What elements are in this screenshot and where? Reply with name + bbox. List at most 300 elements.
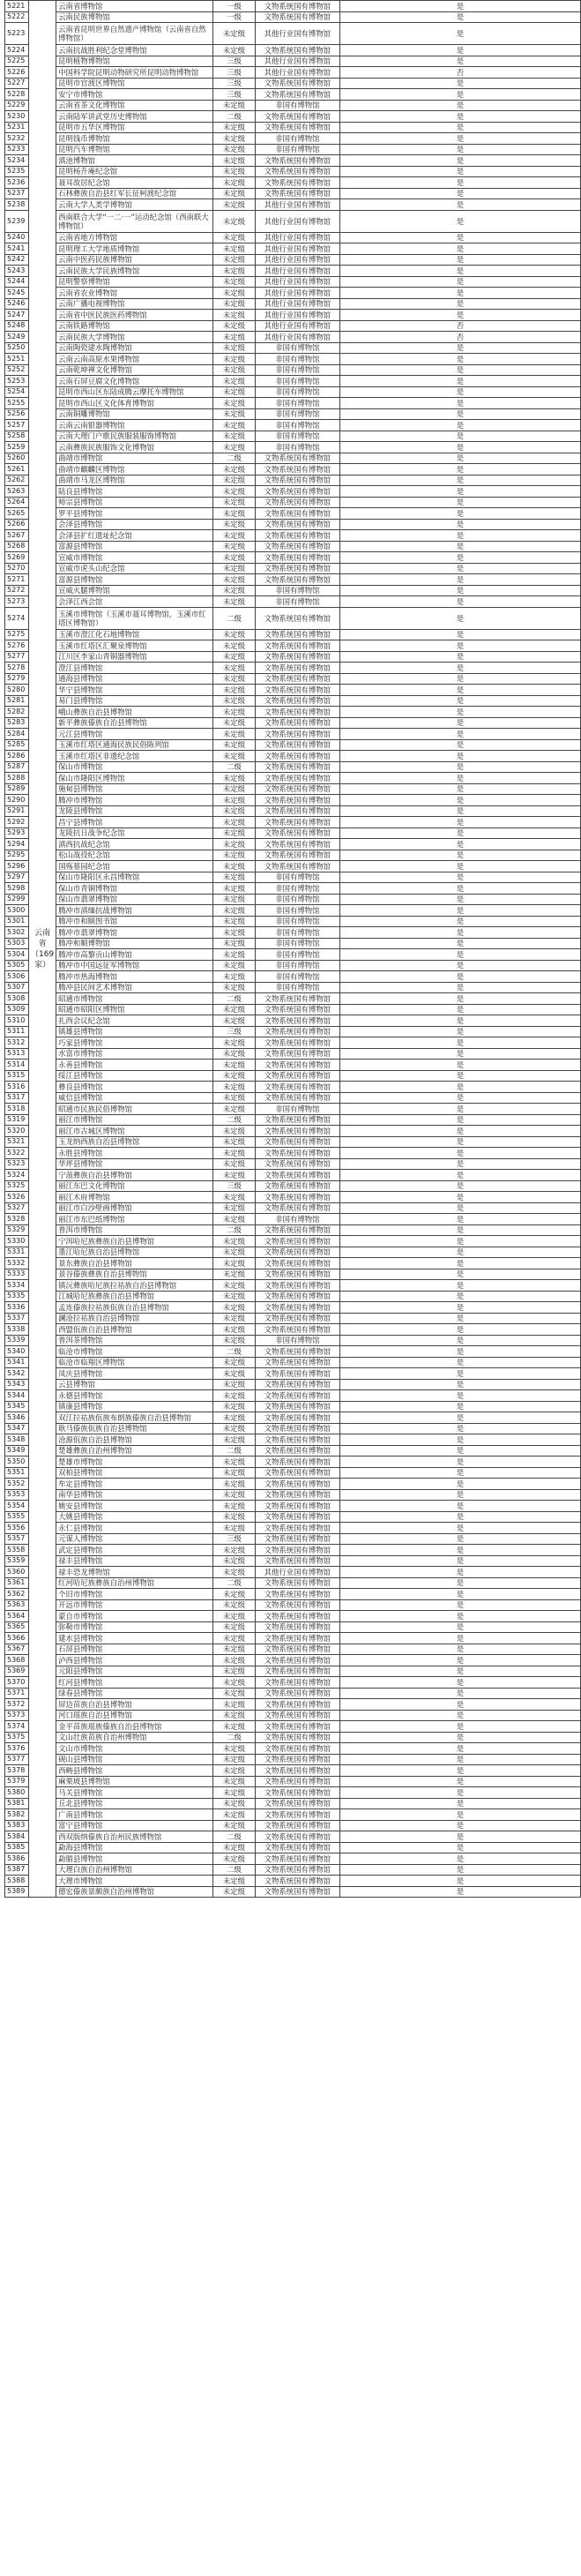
museum-grade: 未定级 xyxy=(213,1434,256,1446)
row-index: 5347 xyxy=(5,1423,29,1434)
museum-grade: 未定级 xyxy=(213,1302,256,1314)
museum-type: 文物系统国有博物馆 xyxy=(255,1170,339,1181)
row-index: 5269 xyxy=(5,552,29,564)
table-row xyxy=(5,122,581,133)
museum-type: 文物系统国有博物馆 xyxy=(255,1082,339,1093)
museum-name: 腾冲市翡翠博物馆 xyxy=(56,927,213,939)
museum-grade: 未定级 xyxy=(213,1104,256,1115)
free-admission: 是 xyxy=(339,1611,580,1622)
museum-type: 文物系统国有博物馆 xyxy=(255,1346,339,1358)
free-admission: 是 xyxy=(339,386,580,398)
free-admission: 是 xyxy=(339,1765,580,1777)
museum-grade: 未定级 xyxy=(213,1876,256,1887)
row-index: 5337 xyxy=(5,1313,29,1324)
museum-type: 非国有博物馆 xyxy=(255,442,339,453)
museum-grade: 未定级 xyxy=(213,773,256,784)
museum-grade: 二级 xyxy=(213,1114,256,1126)
museum-grade: 未定级 xyxy=(213,266,256,277)
free-admission: 是 xyxy=(339,78,580,89)
museum-grade: 未定级 xyxy=(213,1236,256,1247)
row-index: 5358 xyxy=(5,1545,29,1556)
museum-name: 石屏县博物馆 xyxy=(56,1644,213,1655)
museum-name: 水富市博物馆 xyxy=(56,1048,213,1060)
museum-name: 昌宁县博物馆 xyxy=(56,817,213,828)
museum-name: 永德县博物馆 xyxy=(56,1390,213,1402)
table-row xyxy=(5,1202,581,1214)
free-admission: 是 xyxy=(339,585,580,596)
museum-name: 松山战役纪念馆 xyxy=(56,850,213,861)
museum-type: 文物系统国有博物馆 xyxy=(255,1224,339,1236)
table-row xyxy=(5,685,581,696)
free-admission: 是 xyxy=(339,1258,580,1269)
row-index: 5286 xyxy=(5,751,29,762)
museum-grade: 未定级 xyxy=(213,1368,256,1380)
museum-name: 丽江东巴文化博物馆 xyxy=(56,1180,213,1192)
museum-name: 牟定县博物馆 xyxy=(56,1479,213,1490)
museum-type: 文物系统国有博物馆 xyxy=(255,1004,339,1015)
museum-grade: 未定级 xyxy=(213,1798,256,1809)
museum-name: 腾冲县民间艺术博物馆 xyxy=(56,982,213,993)
museum-type: 其他行业国有博物馆 xyxy=(255,266,339,277)
table-row xyxy=(5,1158,581,1170)
museum-grade: 未定级 xyxy=(213,596,256,608)
museum-name: 曲靖市麒麟区博物馆 xyxy=(56,464,213,476)
museum-name: 安宁市博物馆 xyxy=(56,89,213,101)
museum-grade: 二级 xyxy=(213,111,256,123)
museum-type: 文物系统国有博物馆 xyxy=(255,739,339,751)
table-row xyxy=(5,254,581,266)
museum-type: 文物系统国有博物馆 xyxy=(255,1655,339,1666)
table-row xyxy=(5,1082,581,1093)
museum-name: 玉溪市红塔区通海民族民俗陈列馆 xyxy=(56,739,213,751)
museum-type: 文物系统国有博物馆 xyxy=(255,1809,339,1821)
museum-name: 丽江木府博物馆 xyxy=(56,1192,213,1203)
museum-grade: 未定级 xyxy=(213,1412,256,1424)
museum-name: 广南县博物馆 xyxy=(56,1809,213,1821)
museum-grade: 未定级 xyxy=(213,1313,256,1324)
free-admission: 是 xyxy=(339,1357,580,1368)
table-row xyxy=(5,1798,581,1809)
table-row xyxy=(5,398,581,409)
row-index: 5241 xyxy=(5,243,29,255)
free-admission: 是 xyxy=(339,420,580,431)
museum-name: 新平彝族傣族自治县博物馆 xyxy=(56,717,213,729)
museum-grade: 未定级 xyxy=(213,177,256,189)
free-admission: 是 xyxy=(339,651,580,663)
free-admission: 是 xyxy=(339,1809,580,1821)
museum-grade: 未定级 xyxy=(213,1291,256,1302)
row-index: 5346 xyxy=(5,1412,29,1424)
museum-name: 云南民族博物馆 xyxy=(56,11,213,23)
table-row xyxy=(5,386,581,398)
table-row xyxy=(5,1390,581,1402)
museum-name: 昆明市西山区文化体育博物馆 xyxy=(56,398,213,409)
museum-type: 文物系统国有博物馆 xyxy=(255,1379,339,1390)
free-admission: 是 xyxy=(339,464,580,476)
free-admission: 是 xyxy=(339,1180,580,1192)
free-admission: 是 xyxy=(339,1589,580,1600)
museum-name: 云南乾坤禅文化博物馆 xyxy=(56,364,213,376)
row-index: 5292 xyxy=(5,817,29,828)
museum-grade: 未定级 xyxy=(213,707,256,718)
museum-name: 马关县博物馆 xyxy=(56,1787,213,1799)
free-admission: 是 xyxy=(339,199,580,211)
museum-grade: 三级 xyxy=(213,1180,256,1192)
museum-name: 永仁县博物馆 xyxy=(56,1523,213,1534)
museum-name: 昆明市官渡区博物馆 xyxy=(56,78,213,89)
row-index: 5318 xyxy=(5,1104,29,1115)
museum-type: 文物系统国有博物馆 xyxy=(255,1313,339,1324)
table-row xyxy=(5,563,581,574)
table-row xyxy=(5,1126,581,1137)
row-index: 5329 xyxy=(5,1224,29,1236)
free-admission: 是 xyxy=(339,442,580,453)
row-index: 5349 xyxy=(5,1445,29,1456)
museum-type: 非国有博物馆 xyxy=(255,971,339,983)
museum-grade: 未定级 xyxy=(213,100,256,111)
museum-type: 非国有博物馆 xyxy=(255,420,339,431)
museum-grade: 未定级 xyxy=(213,1655,256,1666)
museum-type: 文物系统国有博物馆 xyxy=(255,45,339,56)
free-admission: 是 xyxy=(339,1577,580,1589)
table-row xyxy=(5,883,581,895)
museum-type: 文物系统国有博物馆 xyxy=(255,1666,339,1677)
free-admission: 是 xyxy=(339,1114,580,1126)
table-row xyxy=(5,1412,581,1424)
museum-name: 澄江县博物馆 xyxy=(56,663,213,674)
table-row xyxy=(5,1258,581,1269)
museum-name: 丘北县博物馆 xyxy=(56,1798,213,1809)
free-admission: 是 xyxy=(339,376,580,387)
table-row xyxy=(5,1070,581,1082)
row-index: 5382 xyxy=(5,1809,29,1821)
table-row xyxy=(5,1291,581,1302)
free-admission: 是 xyxy=(339,685,580,696)
free-admission: 是 xyxy=(339,861,580,872)
museum-type: 文物系统国有博物馆 xyxy=(255,1589,339,1600)
museum-grade: 三级 xyxy=(213,56,256,67)
museum-name: 保山市隆阳区永昌博物馆 xyxy=(56,872,213,883)
free-admission: 是 xyxy=(339,1820,580,1831)
museum-type: 文物系统国有博物馆 xyxy=(255,1445,339,1456)
museum-type: 文物系统国有博物馆 xyxy=(255,1060,339,1071)
table-row xyxy=(5,1148,581,1159)
museum-grade: 未定级 xyxy=(213,817,256,828)
row-index: 5307 xyxy=(5,982,29,993)
museum-name: 墨江哈尼族自治县博物馆 xyxy=(56,1247,213,1258)
row-index: 5224 xyxy=(5,45,29,56)
museum-name: 云南民族大学民族博物馆 xyxy=(56,266,213,277)
row-index: 5342 xyxy=(5,1368,29,1380)
museum-name: 丽江市博物馆 xyxy=(56,1114,213,1126)
row-index: 5316 xyxy=(5,1082,29,1093)
free-admission: 是 xyxy=(339,1501,580,1512)
museum-name: 龙陵县博物馆 xyxy=(56,805,213,817)
table-row xyxy=(5,1114,581,1126)
museum-name: 昭通市昭阳区博物馆 xyxy=(56,1004,213,1015)
museum-type: 文物系统国有博物馆 xyxy=(255,1,339,12)
museum-grade: 未定级 xyxy=(213,1357,256,1368)
row-index: 5268 xyxy=(5,541,29,552)
museum-name: 保山市博物馆 xyxy=(56,761,213,773)
museum-type: 文物系统国有博物馆 xyxy=(255,453,339,464)
row-index: 5260 xyxy=(5,453,29,464)
row-index: 5314 xyxy=(5,1060,29,1071)
museum-grade: 二级 xyxy=(213,1224,256,1236)
row-index: 5365 xyxy=(5,1621,29,1633)
museum-type: 文物系统国有博物馆 xyxy=(255,1754,339,1765)
table-row xyxy=(5,266,581,277)
museum-grade: 二级 xyxy=(213,607,256,629)
table-row xyxy=(5,1644,581,1655)
museum-grade: 未定级 xyxy=(213,1390,256,1402)
museum-name: 云南彝族民族服饰文化博物馆 xyxy=(56,442,213,453)
museum-type: 文物系统国有博物馆 xyxy=(255,1280,339,1292)
museum-grade: 未定级 xyxy=(213,1324,256,1336)
table-row xyxy=(5,1820,581,1831)
table-row xyxy=(5,1136,581,1148)
museum-type: 文物系统国有博物馆 xyxy=(255,761,339,773)
row-index: 5279 xyxy=(5,673,29,685)
table-row xyxy=(5,155,581,167)
row-index: 5353 xyxy=(5,1489,29,1501)
free-admission: 是 xyxy=(339,1202,580,1214)
table-row xyxy=(5,1555,581,1567)
row-index: 5301 xyxy=(5,916,29,927)
museum-type: 其他行业国有博物馆 xyxy=(255,210,339,232)
free-admission: 是 xyxy=(339,1567,580,1578)
table-row xyxy=(5,1589,581,1600)
museum-name: 云南省昆明世界自然遗产博物馆（云南省自然博物馆） xyxy=(56,23,213,45)
free-admission: 是 xyxy=(339,354,580,365)
row-index: 5366 xyxy=(5,1633,29,1644)
free-admission: 是 xyxy=(339,1136,580,1148)
museum-name: 西畴县博物馆 xyxy=(56,1765,213,1777)
row-index: 5332 xyxy=(5,1258,29,1269)
museum-grade: 三级 xyxy=(213,1026,256,1037)
row-index: 5354 xyxy=(5,1501,29,1512)
table-row xyxy=(5,795,581,806)
museum-grade: 未定级 xyxy=(213,1677,256,1689)
museum-grade: 未定级 xyxy=(213,1754,256,1765)
museum-grade: 未定级 xyxy=(213,210,256,232)
museum-type: 文物系统国有博物馆 xyxy=(255,1136,339,1148)
row-index: 5380 xyxy=(5,1787,29,1799)
table-row xyxy=(5,552,581,564)
museum-type: 非国有博物馆 xyxy=(255,938,339,949)
free-admission: 是 xyxy=(339,243,580,255)
table-row xyxy=(5,640,581,652)
museum-grade: 未定级 xyxy=(213,640,256,652)
table-row xyxy=(5,1280,581,1292)
museum-grade: 未定级 xyxy=(213,420,256,431)
museum-type: 文物系统国有博物馆 xyxy=(255,508,339,520)
table-row xyxy=(5,574,581,586)
museum-type: 文物系统国有博物馆 xyxy=(255,1202,339,1214)
museum-grade: 未定级 xyxy=(213,739,256,751)
row-index: 5331 xyxy=(5,1247,29,1258)
museum-type: 文物系统国有博物馆 xyxy=(255,629,339,640)
museum-type: 其他行业国有博物馆 xyxy=(255,67,339,79)
museum-name: 开远市博物馆 xyxy=(56,1599,213,1611)
museum-type: 其他行业国有博物馆 xyxy=(255,288,339,299)
free-admission: 是 xyxy=(339,1236,580,1247)
museum-grade: 未定级 xyxy=(213,332,256,343)
free-admission: 是 xyxy=(339,663,580,674)
museum-grade: 未定级 xyxy=(213,1489,256,1501)
museum-type: 文物系统国有博物馆 xyxy=(255,663,339,674)
museum-name: 双柏县博物馆 xyxy=(56,1467,213,1479)
free-admission: 是 xyxy=(339,486,580,498)
museum-name: 红河县博物馆 xyxy=(56,1677,213,1689)
museum-grade: 未定级 xyxy=(213,376,256,387)
museum-grade: 未定级 xyxy=(213,1765,256,1777)
table-row xyxy=(5,1247,581,1258)
free-admission: 是 xyxy=(339,761,580,773)
row-index: 5243 xyxy=(5,266,29,277)
table-row xyxy=(5,1434,581,1446)
museum-type: 文物系统国有博物馆 xyxy=(255,707,339,718)
museum-type: 文物系统国有博物馆 xyxy=(255,817,339,828)
museum-type: 文物系统国有博物馆 xyxy=(255,1401,339,1412)
museum-type: 非国有博物馆 xyxy=(255,1104,339,1115)
museum-name: 罗平县博物馆 xyxy=(56,508,213,520)
museum-name: 德宏傣族景颇族自治州博物馆 xyxy=(56,1886,213,1898)
table-row xyxy=(5,827,581,839)
museum-type: 文物系统国有博物馆 xyxy=(255,1743,339,1755)
museum-grade: 未定级 xyxy=(213,1247,256,1258)
museum-type: 文物系统国有博物馆 xyxy=(255,1258,339,1269)
museum-type: 文物系统国有博物馆 xyxy=(255,1765,339,1777)
row-index: 5338 xyxy=(5,1324,29,1336)
row-index: 5362 xyxy=(5,1589,29,1600)
museum-name: 云南抗战胜利纪念堂博物馆 xyxy=(56,45,213,56)
museum-type: 文物系统国有博物馆 xyxy=(255,1710,339,1721)
table-row xyxy=(5,1192,581,1203)
museum-grade: 未定级 xyxy=(213,1060,256,1071)
museum-name: 保山市隆阳区博物馆 xyxy=(56,773,213,784)
museum-grade: 未定级 xyxy=(213,1644,256,1655)
museum-name: 双江拉祜族佤族布朗族傣族自治县博物馆 xyxy=(56,1412,213,1424)
table-row xyxy=(5,1831,581,1843)
table-row xyxy=(5,1224,581,1236)
museum-grade: 未定级 xyxy=(213,1037,256,1049)
row-index: 5302 xyxy=(5,927,29,939)
row-index: 5334 xyxy=(5,1280,29,1292)
free-admission: 是 xyxy=(339,1158,580,1170)
free-admission: 是 xyxy=(339,431,580,442)
museum-type: 文物系统国有博物馆 xyxy=(255,1633,339,1644)
row-index: 5313 xyxy=(5,1048,29,1060)
museum-grade: 未定级 xyxy=(213,1004,256,1015)
free-admission: 是 xyxy=(339,739,580,751)
free-admission: 是 xyxy=(339,872,580,883)
museum-grade: 未定级 xyxy=(213,1611,256,1622)
museum-grade: 未定级 xyxy=(213,872,256,883)
table-row xyxy=(5,453,581,464)
museum-type: 文物系统国有博物馆 xyxy=(255,563,339,574)
museum-grade: 未定级 xyxy=(213,1048,256,1060)
table-row xyxy=(5,420,581,431)
row-index: 5277 xyxy=(5,651,29,663)
free-admission: 是 xyxy=(339,1048,580,1060)
free-admission: 是 xyxy=(339,1148,580,1159)
museum-name: 勐腊县博物馆 xyxy=(56,1853,213,1865)
table-row xyxy=(5,905,581,917)
row-index: 5233 xyxy=(5,144,29,155)
table-row xyxy=(5,938,581,949)
free-admission: 是 xyxy=(339,1037,580,1049)
museum-grade: 未定级 xyxy=(213,1621,256,1633)
museum-grade: 未定级 xyxy=(213,1202,256,1214)
table-row xyxy=(5,1104,581,1115)
row-index: 5368 xyxy=(5,1655,29,1666)
museum-name: 腾冲市滇缅抗战博物馆 xyxy=(56,905,213,917)
museum-grade: 未定级 xyxy=(213,342,256,354)
museum-name: 保山市青铜博物馆 xyxy=(56,883,213,895)
table-row xyxy=(5,1533,581,1545)
free-admission: 是 xyxy=(339,751,580,762)
free-admission: 是 xyxy=(339,938,580,949)
table-row xyxy=(5,596,581,608)
free-admission: 是 xyxy=(339,1,580,12)
museum-grade: 未定级 xyxy=(213,464,256,476)
row-index: 5326 xyxy=(5,1192,29,1203)
museum-grade: 未定级 xyxy=(213,1721,256,1733)
table-row xyxy=(5,243,581,255)
museum-type: 非国有博物馆 xyxy=(255,872,339,883)
row-index: 5288 xyxy=(5,773,29,784)
museum-grade: 未定级 xyxy=(213,519,256,530)
row-index: 5312 xyxy=(5,1037,29,1049)
museum-grade: 未定级 xyxy=(213,1710,256,1721)
row-index: 5265 xyxy=(5,508,29,520)
free-admission: 是 xyxy=(339,1026,580,1037)
museum-name: 镇康县博物馆 xyxy=(56,1401,213,1412)
row-index: 5327 xyxy=(5,1202,29,1214)
table-row xyxy=(5,1567,581,1578)
row-index: 5324 xyxy=(5,1170,29,1181)
free-admission: 是 xyxy=(339,1004,580,1015)
free-admission: 是 xyxy=(339,971,580,983)
museum-name: 文山壮族苗族自治州博物馆 xyxy=(56,1732,213,1743)
museum-name: 云南省中医民族医药博物馆 xyxy=(56,310,213,321)
row-index: 5259 xyxy=(5,442,29,453)
row-index: 5230 xyxy=(5,111,29,123)
row-index: 5322 xyxy=(5,1148,29,1159)
table-row xyxy=(5,1886,581,1898)
museum-grade: 未定级 xyxy=(213,685,256,696)
museum-grade: 未定级 xyxy=(213,364,256,376)
table-row xyxy=(5,894,581,905)
table-row xyxy=(5,949,581,961)
table-row xyxy=(5,1467,581,1479)
free-admission: 是 xyxy=(339,1015,580,1027)
table-row xyxy=(5,1170,581,1181)
table-row xyxy=(5,376,581,387)
row-index: 5388 xyxy=(5,1876,29,1887)
row-index: 5389 xyxy=(5,1886,29,1898)
row-index: 5340 xyxy=(5,1346,29,1358)
free-admission: 是 xyxy=(339,1831,580,1843)
museum-type: 文物系统国有博物馆 xyxy=(255,530,339,542)
museum-type: 文物系统国有博物馆 xyxy=(255,1324,339,1336)
museum-name: 腾冲市高黎贡山博物馆 xyxy=(56,949,213,961)
row-index: 5242 xyxy=(5,254,29,266)
free-admission: 是 xyxy=(339,729,580,740)
table-row xyxy=(5,310,581,321)
table-row xyxy=(5,1060,581,1071)
